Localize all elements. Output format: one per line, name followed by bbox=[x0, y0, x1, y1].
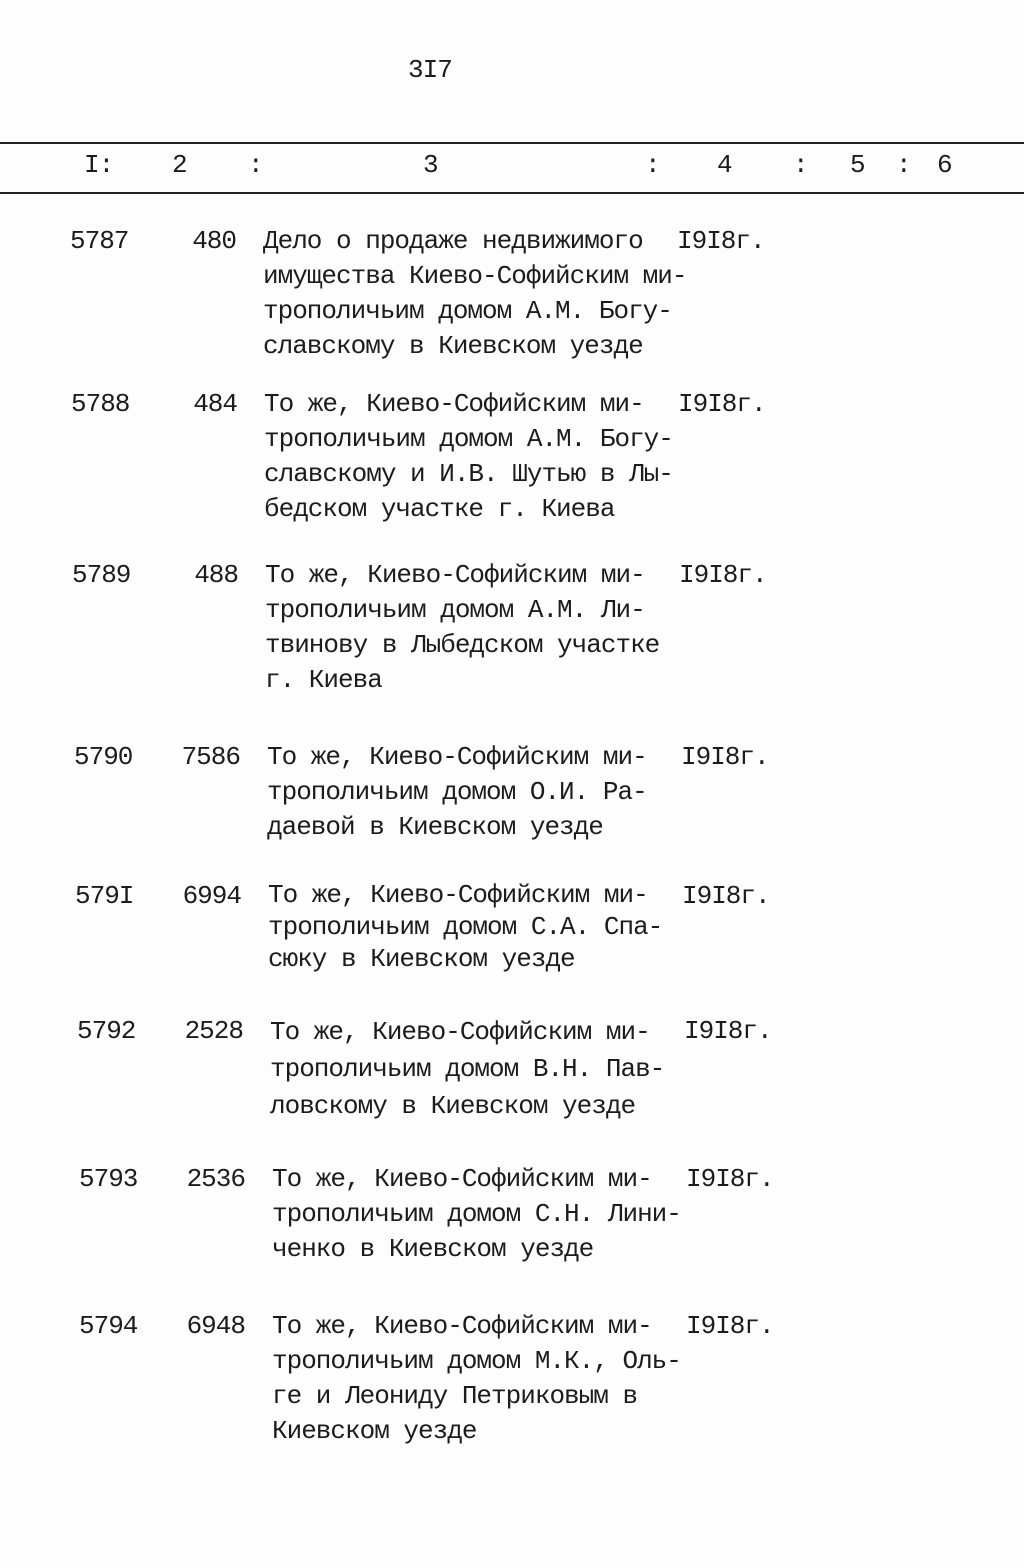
entry-date: I9I8г. bbox=[684, 1016, 772, 1046]
description-line: твинову в Лыбедском участке bbox=[265, 630, 660, 660]
header-column-1: I: bbox=[84, 150, 114, 180]
description-line: славскому в Киевском уезде bbox=[263, 331, 643, 361]
header-separator: : bbox=[248, 150, 263, 180]
table-top-rule bbox=[0, 142, 1024, 144]
description-line: трополичьим домом С.Н. Лини- bbox=[272, 1199, 681, 1229]
entry-number: 5792 bbox=[77, 1016, 136, 1046]
description-line: трополичьим домом О.И. Ра- bbox=[267, 777, 647, 807]
entry-description bbox=[272, 1162, 681, 1267]
sheet-number: 6994 bbox=[182, 881, 241, 911]
entry-number: 5794 bbox=[79, 1311, 138, 1341]
description-line: То же, Киево-Софийским ми- bbox=[267, 742, 647, 772]
description-line: трополичьим домом А.М. Богу- bbox=[263, 296, 672, 326]
description-line: трополичьим домом А.М. Ли- bbox=[265, 595, 645, 625]
entry-description bbox=[267, 740, 647, 845]
description-line: То же, Киево-Софийским ми- bbox=[265, 560, 645, 590]
description-line: ге и Леониду Петриковым в bbox=[272, 1381, 638, 1411]
header-column-5: 5 bbox=[850, 150, 865, 180]
entry-number: 5787 bbox=[70, 226, 129, 256]
header-column-6: 6 bbox=[937, 150, 952, 180]
sheet-number: 480 bbox=[192, 226, 236, 256]
entry-description bbox=[270, 1014, 664, 1125]
header-separator: : bbox=[793, 150, 808, 180]
sheet-number: 488 bbox=[194, 560, 238, 590]
sheet-number: 7586 bbox=[181, 742, 240, 772]
entry-number: 5790 bbox=[74, 742, 133, 772]
entry-date: I9I8г. bbox=[681, 742, 769, 772]
entry-description bbox=[263, 224, 686, 364]
sheet-number: 2528 bbox=[184, 1016, 243, 1046]
sheet-number: 2536 bbox=[186, 1164, 245, 1194]
description-line: То же, Киево-Софийским ми- bbox=[264, 389, 644, 419]
header-separator: : bbox=[896, 150, 911, 180]
description-line: То же, Киево-Софийским ми- bbox=[268, 880, 648, 910]
entry-number: 5793 bbox=[79, 1164, 138, 1194]
description-line: трополичьим домом С.А. Спа- bbox=[268, 912, 663, 942]
entry-date: I9I8г. bbox=[686, 1164, 774, 1194]
description-line: ченко в Киевском уезде bbox=[272, 1234, 594, 1264]
description-line: бедском участке г. Киева bbox=[264, 494, 615, 524]
header-separator: : bbox=[645, 150, 660, 180]
entry-date: I9I8г. bbox=[678, 389, 766, 419]
description-line: трополичьим домом М.К., Оль- bbox=[272, 1346, 681, 1376]
header-column-3: 3 bbox=[423, 150, 438, 180]
description-line: То же, Киево-Софийским ми- bbox=[270, 1017, 650, 1047]
entry-number: 5789 bbox=[72, 560, 131, 590]
header-column-2: 2 bbox=[172, 150, 187, 180]
entry-date: I9I8г. bbox=[677, 226, 765, 256]
entry-description bbox=[264, 387, 673, 527]
description-line: даевой в Киевском уезде bbox=[267, 812, 603, 842]
entry-description bbox=[265, 558, 659, 698]
entry-date: I9I8г. bbox=[682, 881, 770, 911]
description-line: славскому и И.В. Шутью в Лы- bbox=[264, 459, 673, 489]
entry-date: I9I8г. bbox=[679, 560, 767, 590]
description-line: трополичьим домом А.М. Богу- bbox=[264, 424, 673, 454]
description-line: То же, Киево-Софийским ми- bbox=[272, 1164, 652, 1194]
entry-number: 579I bbox=[75, 881, 134, 911]
description-line: Дело о продаже недвижимого bbox=[263, 226, 643, 256]
sheet-number: 6948 bbox=[186, 1311, 245, 1341]
description-line: То же, Киево-Софийским ми- bbox=[272, 1311, 652, 1341]
entry-description bbox=[272, 1309, 681, 1449]
entry-date: I9I8г. bbox=[686, 1311, 774, 1341]
description-line: сюку в Киевском уезде bbox=[268, 944, 575, 974]
description-line: имущества Киево-Софийским ми- bbox=[263, 261, 687, 291]
description-line: трополичьим домом В.Н. Пав- bbox=[270, 1054, 665, 1084]
sheet-number: 484 bbox=[193, 389, 237, 419]
page-number: 3I7 bbox=[408, 55, 452, 85]
table-header-rule bbox=[0, 192, 1024, 194]
description-line: ловскому в Киевском уезде bbox=[270, 1091, 636, 1121]
entry-description bbox=[268, 879, 662, 975]
description-line: Киевском уезде bbox=[272, 1416, 477, 1446]
header-column-4: 4 bbox=[717, 150, 732, 180]
description-line: г. Киева bbox=[265, 665, 382, 695]
entry-number: 5788 bbox=[71, 389, 130, 419]
